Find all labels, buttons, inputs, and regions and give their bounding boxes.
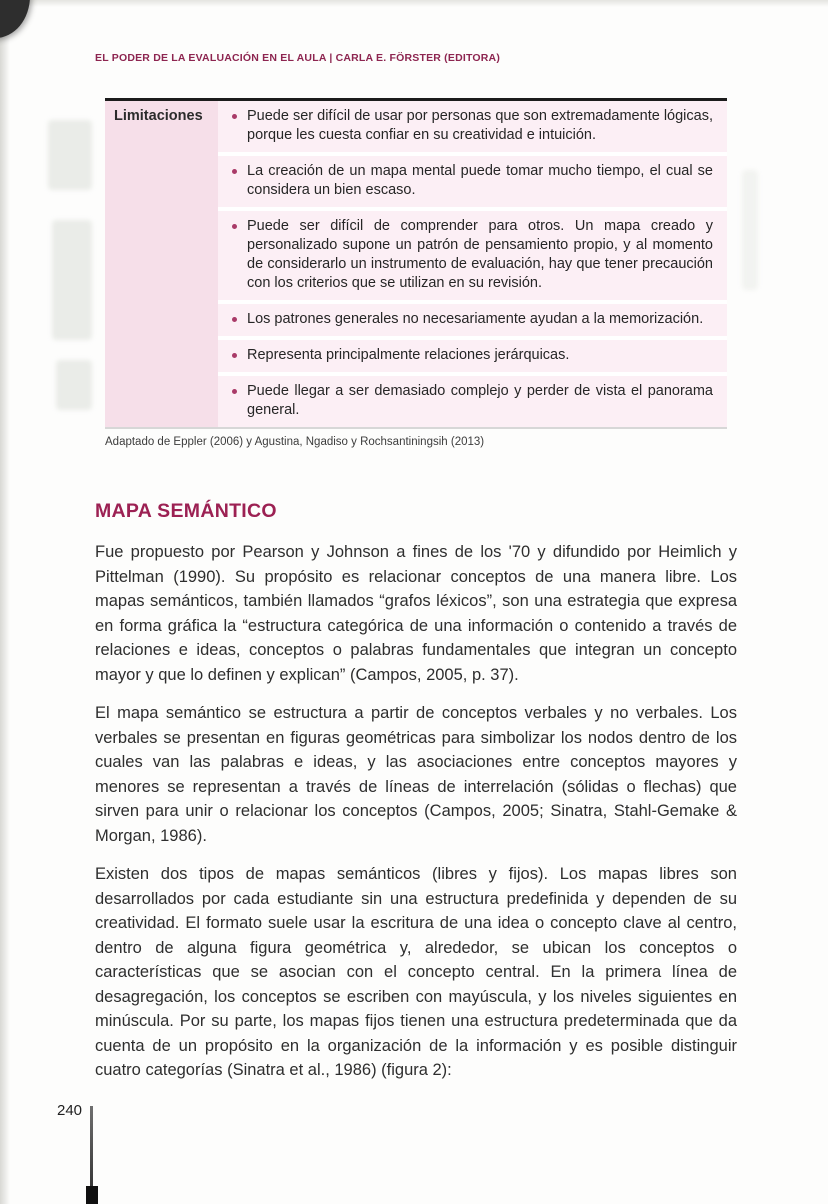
scan-artifact-spine-mark: [86, 1186, 98, 1204]
body-paragraph: Existen dos tipos de mapas semánticos (libres y fijos). Los mapas libres son desarrollados por cada estudiante sin una estructura predefinida y dependen de su creatividad. El formato suele usar la escritura de una idea o concepto clave al centro, dentro de alguna figura geométrica y, alrededor, se ubican los conceptos o características que se asocian con el concepto central. En la primera línea de desagregación, los conceptos se escriben con mayúscula, y los niveles siguientes en minúscula. Por su parte, los mapas fijos tienen una estructura predeterminada que da cuenta de un propósito en la organización de la información y es posible distinguir cuatro categorías (Sinatra et al., 1986) (figura 2):: [95, 865, 737, 1079]
book-page-content: [95, 52, 737, 1097]
table-caption: Adaptado de Eppler (2006) y Agustina, Ngadiso y Rochsantiningsih (2013): [105, 436, 485, 448]
body-paragraph: Fue propuesto por Pearson y Johnson a fines de los '70 y difundido por Heimlich y Pittelman (1990). Su propósito es relacionar conceptos de una manera libre. Los mapas semánticos, también llamados “grafos léxicos”, son una estrategia que expresa en forma gráfica la “estructura categórica de una información o contenido a través de relaciones e ideas, conceptos o palabras fundamentales que integran un concepto mayor y que lo definen y explican” (Campos, 2005, p. 37).: [95, 543, 737, 684]
limitation-text: Los patrones generales no necesariamente ayudan a la memorización.: [247, 311, 704, 327]
running-header: EL PODER DE LA EVALUACIÓN EN EL AULA | CARLA E. FÖRSTER (EDITORA): [95, 52, 501, 64]
scan-bleedthrough-smudge: [56, 360, 92, 410]
bullet-icon: [232, 169, 237, 174]
limitations-list: [218, 101, 727, 427]
bullet-icon: [232, 353, 237, 358]
limitations-table: [105, 98, 727, 429]
scan-bleedthrough-smudge: [52, 220, 92, 340]
table-row-label: Limitaciones: [105, 101, 218, 427]
limitation-text: Puede ser difícil de usar por personas que son extremadamente lógicas, porque les cuesta confiar en su creatividad e intuición.: [247, 108, 713, 143]
bullet-icon: [232, 224, 237, 229]
page-number: 240: [57, 1102, 83, 1119]
limitation-text: Representa principalmente relaciones jerárquicas.: [247, 347, 570, 363]
list-item: [218, 156, 727, 207]
bullet-icon: [232, 114, 237, 119]
limitation-text: Puede llegar a ser demasiado complejo y perder de vista el panorama general.: [247, 383, 713, 418]
section-title: MAPA SEMÁNTICO: [95, 500, 277, 522]
limitation-text: Puede ser difícil de comprender para otros. Un mapa creado y personalizado supone un patrón de pensamiento propio, y al momento de considerarlo un instrumento de evaluación, hay que tener precaución con los criterios que se utilizan en su revisión.: [247, 218, 713, 291]
list-item: [218, 376, 727, 427]
scan-edge-top: [0, 0, 828, 7]
scan-artifact-corner: [0, 0, 30, 38]
scan-bleedthrough-smudge: [48, 120, 92, 190]
limitation-text: La creación de un mapa mental puede tomar mucho tiempo, el cual se considera un bien escaso.: [247, 163, 713, 198]
list-item: [218, 304, 727, 336]
list-item: [218, 211, 727, 300]
bullet-icon: [232, 389, 237, 394]
body-paragraph: El mapa semántico se estructura a partir de conceptos verbales y no verbales. Los verbales se presentan en figuras geométricas para simbolizar los nodos dentro de los cuales van las palabras e ideas, y las asociaciones entre conceptos mayores y menores se representan a través de líneas de interrelación (sólidas o flechas) que sirven para unir o relacionar los conceptos (Campos, 2005; Sinatra, Stahl-Gemake & Morgan, 1986).: [95, 704, 737, 845]
bullet-icon: [232, 317, 237, 322]
list-item: [218, 340, 727, 372]
list-item: [218, 101, 727, 152]
scan-bleedthrough-smudge: [742, 170, 758, 290]
scan-edge-left: [0, 0, 10, 1204]
